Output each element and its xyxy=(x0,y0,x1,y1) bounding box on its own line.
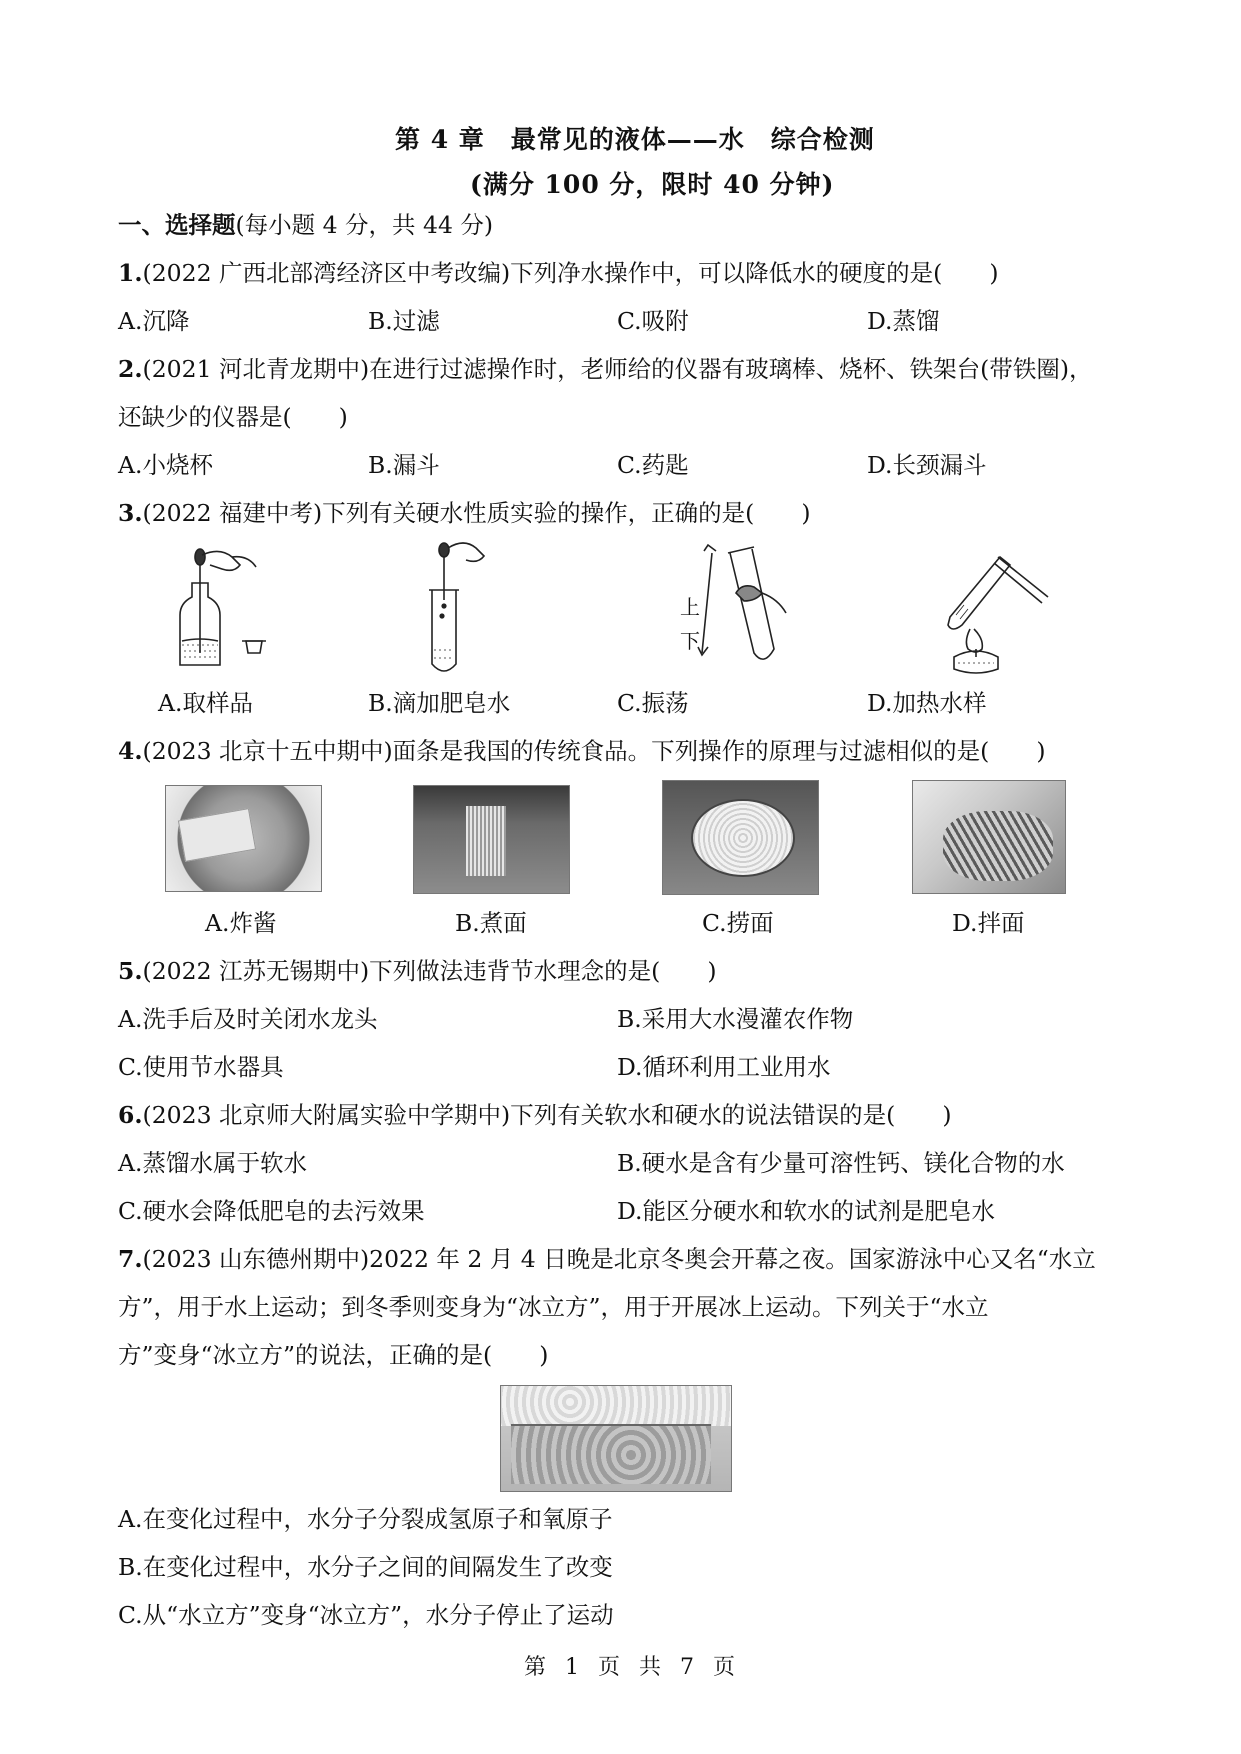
q3-figure-b-test-tube-dropper xyxy=(412,540,522,680)
q1-option-d: D.蒸馏 xyxy=(867,307,940,335)
label-down: 下 xyxy=(680,629,700,653)
q7-option-c: C.从“水立方”变身“冰立方”，水分子停止了运动 xyxy=(118,1601,614,1629)
q5-option-b: B.采用大水漫灌农作物 xyxy=(617,1005,854,1033)
question-7: 7.(2023 山东德州期中)2022 年 2 月 4 日晚是北京冬奥会开幕之夜。国家游泳中心又名“水立 xyxy=(118,1245,1096,1273)
q4-option-d: D.拌面 xyxy=(952,909,1025,937)
q4-option-c: C.捞面 xyxy=(702,909,774,937)
q5-option-c: C.使用节水器具 xyxy=(118,1053,284,1081)
q5-option-d: D.循环利用工业用水 xyxy=(617,1053,831,1081)
q6-option-c: C.硬水会降低肥皂的去污效果 xyxy=(118,1197,425,1225)
question-2: 2.(2021 河北青龙期中)在进行过滤操作时，老师给的仪器有玻璃棒、烧杯、铁架台(带铁圈)， xyxy=(118,355,1093,383)
q4-option-b: B.煮面 xyxy=(455,909,527,937)
page-footer: 第 1 页 共 7 页 xyxy=(524,1655,741,1680)
q6-option-b: B.硬水是含有少量可溶性钙、镁化合物的水 xyxy=(617,1149,1065,1177)
q7-option-a: A.在变化过程中，水分子分裂成氢原子和氧原子 xyxy=(118,1505,613,1533)
question-text: (2021 河北青龙期中)在进行过滤操作时，老师给的仪器有玻璃棒、烧杯、铁架台(带铁圈)， xyxy=(142,355,1093,383)
question-4: 4.(2023 北京十五中期中)面条是我国的传统食品。下列操作的原理与过滤相似的是( ) xyxy=(118,737,1046,765)
question-7-line-2: 方”，用于水上运动；到冬季则变身为“冰立方”，用于开展冰上运动。下列关于“水立 xyxy=(118,1293,989,1321)
q1-option-a: A.沉降 xyxy=(118,307,190,335)
photo-straining-noodles xyxy=(662,780,819,895)
question-number: 5 xyxy=(118,957,135,985)
question-3: 3.(2022 福建中考)下列有关硬水性质实验的操作，正确的是( ) xyxy=(118,499,811,527)
question-5: 5.(2022 江苏无锡期中)下列做法违背节水理念的是( ) xyxy=(118,957,717,985)
question-number: 1 xyxy=(118,259,135,287)
q6-option-a: A.蒸馏水属于软水 xyxy=(118,1149,307,1177)
q2-option-a: A.小烧杯 xyxy=(118,451,213,479)
q2-option-b: B.漏斗 xyxy=(368,451,440,479)
q3-option-a: A.取样品 xyxy=(158,689,253,717)
page-subtitle: (满分 100 分，限时 40 分钟) xyxy=(470,170,835,199)
photo-fried-sauce xyxy=(165,785,322,892)
question-text: (2023 北京十五中期中)面条是我国的传统食品。下列操作的原理与过滤相似的是( ) xyxy=(142,737,1046,765)
section-note: (每小题 4 分，共 44 分) xyxy=(235,211,494,239)
photo-boiling-noodles xyxy=(413,785,570,894)
q7-option-b: B.在变化过程中，水分子之间的间隔发生了改变 xyxy=(118,1553,613,1581)
section-heading xyxy=(118,210,493,240)
question-number: 6 xyxy=(118,1101,135,1129)
question-number: 7 xyxy=(118,1245,135,1273)
q4-option-a: A.炸酱 xyxy=(205,909,277,937)
question-number: 4 xyxy=(118,737,135,765)
question-text: (2022 福建中考)下列有关硬水性质实验的操作，正确的是( ) xyxy=(142,499,811,527)
question-number: 3 xyxy=(118,499,135,527)
q3-option-b: B.滴加肥皂水 xyxy=(368,689,511,717)
question-6: 6.(2023 北京师大附属实验中学期中)下列有关软水和硬水的说法错误的是( ) xyxy=(118,1101,952,1129)
q2-option-d: D.长颈漏斗 xyxy=(867,451,987,479)
question-text: (2023 山东德州期中)2022 年 2 月 4 日晚是北京冬奥会开幕之夜。国家游泳中心又名“水立 xyxy=(142,1245,1096,1273)
q5-option-a: A.洗手后及时关闭水龙头 xyxy=(118,1005,378,1033)
section-title: 一、选择题 xyxy=(118,211,236,239)
q3-figure-c-shaking xyxy=(682,543,792,673)
question-text: (2023 北京师大附属实验中学期中)下列有关软水和硬水的说法错误的是( ) xyxy=(142,1101,952,1129)
q1-option-b: B.过滤 xyxy=(368,307,440,335)
q6-option-d: D.能区分硬水和软水的试剂是肥皂水 xyxy=(617,1197,995,1225)
question-number: 2 xyxy=(118,355,135,383)
q3-figure-a-bottle-sampling xyxy=(160,545,290,675)
photo-mixing-noodles xyxy=(912,780,1066,894)
question-text: (2022 广西北部湾经济区中考改编)下列净水操作中，可以降低水的硬度的是( ) xyxy=(142,259,999,287)
photo-water-cube xyxy=(500,1385,732,1492)
q3-option-c: C.振荡 xyxy=(617,689,689,717)
question-text: (2022 江苏无锡期中)下列做法违背节水理念的是( ) xyxy=(142,957,717,985)
q2-option-c: C.药匙 xyxy=(617,451,689,479)
page-title: 第 4 章 最常见的液体——水 综合检测 xyxy=(395,125,875,154)
q1-option-c: C.吸附 xyxy=(617,307,689,335)
label-up: 上 xyxy=(680,595,700,619)
question-1: 1.(2022 广西北部湾经济区中考改编)下列净水操作中，可以降低水的硬度的是( ) xyxy=(118,259,999,287)
question-7-line-3: 方”变身“冰立方”的说法，正确的是( ) xyxy=(118,1341,549,1369)
q3-figure-d-heating xyxy=(920,545,1055,680)
question-2-line-2: 还缺少的仪器是( ) xyxy=(118,403,348,431)
q3-option-d: D.加热水样 xyxy=(867,689,987,717)
